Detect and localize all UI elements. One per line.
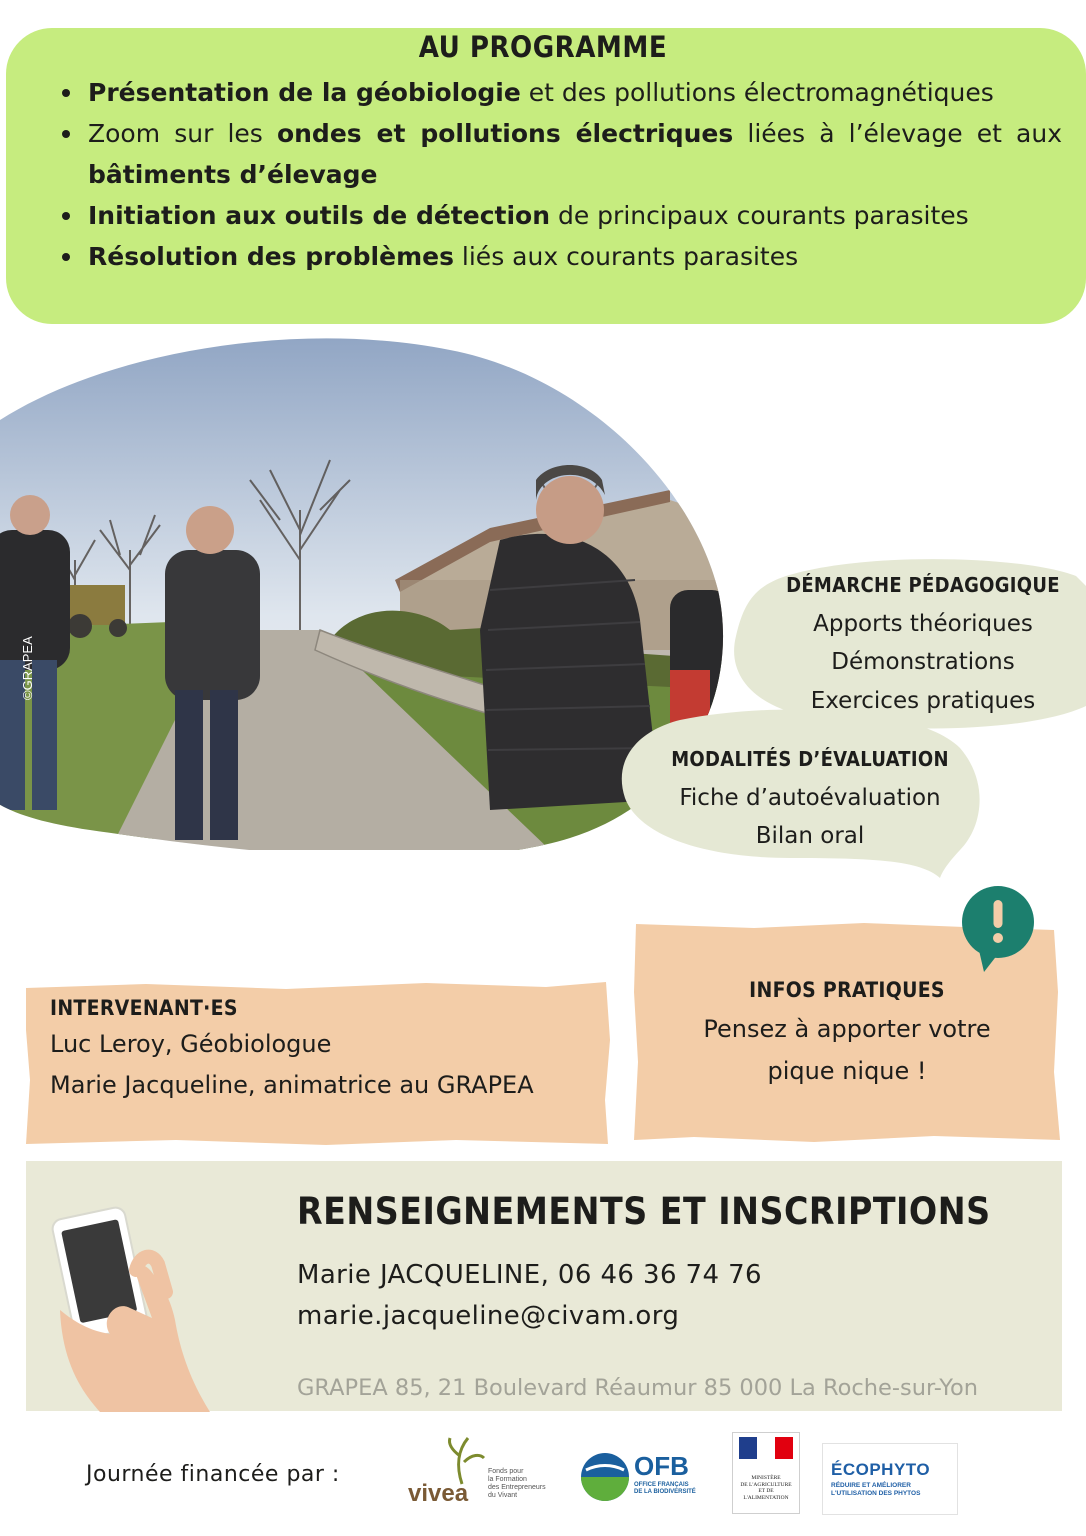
vivea-tagline-line: des Entrepreneurs — [488, 1484, 546, 1491]
evaluation-block — [640, 740, 980, 856]
contact-email[interactable]: marie.jacqueline@civam.org — [297, 1301, 680, 1331]
exclamation-bubble-icon — [958, 884, 1038, 974]
programme-item-text: liés aux courants parasites — [453, 242, 799, 271]
contact-title: RENSEIGNEMENTS ET INSCRIPTIONS — [297, 1190, 991, 1233]
vivea-logo — [404, 1436, 564, 1516]
demarche-item: Exercices pratiques — [810, 687, 1036, 714]
ministere-line: DE L'AGRICULTURE — [740, 1481, 792, 1488]
programme-item-text: Zoom sur les — [88, 119, 277, 148]
ministere-line: MINISTÈRE — [751, 1475, 781, 1481]
ofb-tagline-line: DE LA BIODIVERSITÉ — [634, 1489, 696, 1495]
ofb-name: OFB — [634, 1451, 689, 1481]
programme-item-strong: bâtiments d’élevage — [88, 160, 378, 189]
programme-item-strong: ondes et pollutions électriques — [276, 119, 734, 148]
programme-item — [60, 195, 1062, 236]
ministere-text — [733, 1475, 799, 1501]
programme-item-text: liées à l’élevage et aux — [733, 119, 1063, 148]
ecophyto-logo — [822, 1443, 958, 1515]
ecophyto-name: ÉCOPHYTO — [831, 1460, 931, 1479]
intervenants-title: INTERVENANT·ES — [50, 996, 238, 1020]
demarche-item: Démonstrations — [831, 649, 1015, 675]
contact-address: GRAPEA 85, 21 Boulevard Réaumur 85 000 La Roche-sur-Yon — [297, 1375, 978, 1401]
ministere-line: ET DE — [758, 1488, 774, 1494]
ofb-tagline-line: OFFICE FRANÇAIS — [634, 1482, 689, 1488]
programme-item-text: et des pollutions électromagnétiques — [520, 78, 994, 107]
photo-credit: ©GRAPEA — [20, 636, 35, 700]
ofb-logo — [580, 1452, 704, 1504]
programme-item-strong: Présentation de la géobiologie — [88, 78, 521, 107]
evaluation-item: Fiche d’autoévaluation — [679, 784, 941, 811]
vivea-name: vivea — [408, 1480, 469, 1507]
vivea-plant-icon — [442, 1436, 486, 1486]
programme-item-strong: Initiation aux outils de détection — [88, 201, 551, 230]
infos-line: Pensez à apporter votre — [703, 1015, 991, 1043]
demarche-block — [760, 566, 1086, 720]
intervenants-block — [50, 996, 610, 1106]
infos-line: pique nique ! — [767, 1057, 927, 1085]
evaluation-item: Bilan oral — [755, 823, 865, 849]
programme-item-strong: Résolution des problèmes — [88, 242, 454, 271]
programme-item — [60, 113, 1062, 195]
ofb-globe-icon — [580, 1452, 630, 1502]
vivea-tagline-line: du Vivant — [488, 1492, 518, 1499]
programme-item — [60, 72, 1062, 113]
evaluation-title: MODALITÉS D’ÉVALUATION — [671, 747, 949, 771]
phone-in-hand-icon — [40, 1200, 240, 1412]
footer-label: Journée financée par : — [86, 1462, 340, 1487]
ecophyto-tagline-line: RÉDUIRE ET AMÉLIORER — [831, 1482, 911, 1489]
programme-title: AU PROGRAMME — [418, 30, 668, 64]
programme-item — [60, 236, 1062, 277]
demarche-item: Apports théoriques — [813, 610, 1033, 637]
infos-title: INFOS PRATIQUES — [749, 978, 945, 1002]
demarche-title: DÉMARCHE PÉDAGOGIQUE — [786, 573, 1060, 597]
infos-block — [634, 978, 1060, 1092]
programme-item-text: de principaux courants parasites — [550, 201, 969, 230]
ecophyto-tagline-line: L'UTILISATION DES PHYTOS — [831, 1490, 921, 1497]
ministere-line: L'ALIMENTATION — [743, 1494, 789, 1501]
intervenant-line: Luc Leroy, Géobiologue — [50, 1030, 332, 1058]
marianne-flag-icon — [739, 1437, 793, 1459]
vivea-tagline-line: Fonds pour — [488, 1468, 524, 1475]
programme-list — [60, 72, 1062, 277]
contact-name-phone[interactable]: Marie JACQUELINE, 06 46 36 74 76 — [297, 1260, 762, 1290]
ecophyto-tagline — [831, 1482, 920, 1498]
intervenant-line: Marie Jacqueline, animatrice au GRAPEA — [50, 1071, 534, 1099]
ofb-tagline — [634, 1482, 696, 1496]
vivea-tagline-line: la Formation — [488, 1476, 527, 1483]
vivea-tagline — [488, 1468, 546, 1500]
ministere-logo — [732, 1432, 800, 1514]
